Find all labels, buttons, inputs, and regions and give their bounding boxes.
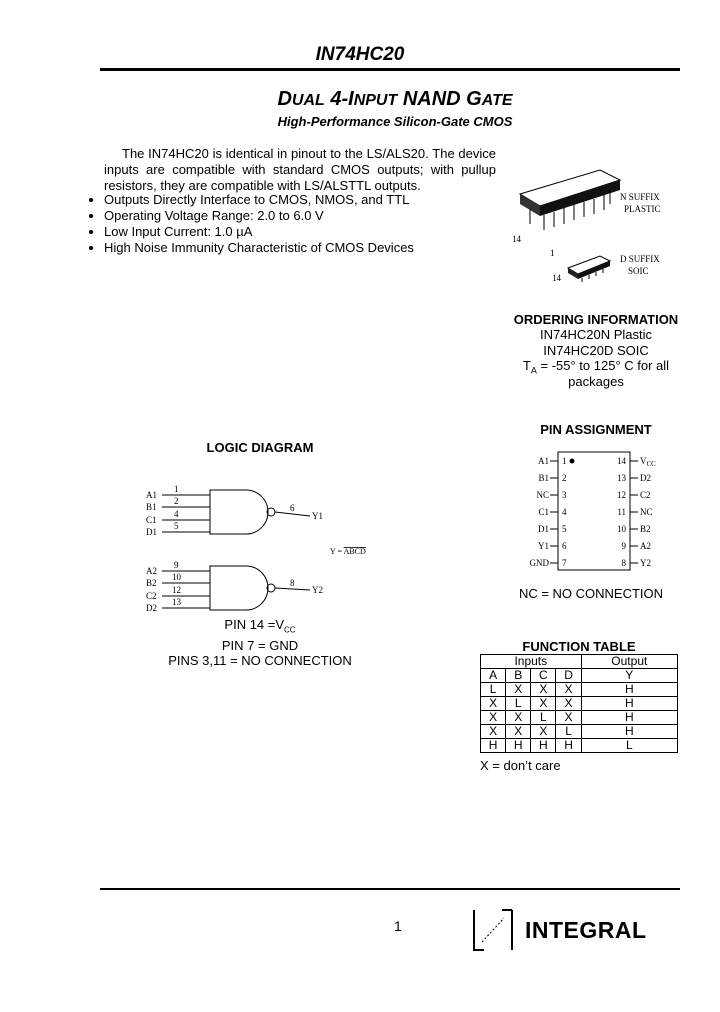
- gate1-input-pin: 2: [174, 496, 179, 506]
- feature-item: • Low Input Current: 1.0 µA: [104, 224, 414, 240]
- pin-name-right: A2: [640, 541, 651, 551]
- dip-pin14-label: 14: [512, 234, 521, 244]
- function-table-inputs-group: Inputs: [481, 655, 582, 669]
- note-nc-pins: PINS 3,11 = NO CONNECTION: [168, 652, 352, 668]
- table-cell: X: [506, 711, 531, 725]
- table-cell: X: [556, 697, 581, 711]
- table-row: [481, 697, 678, 711]
- package-drawings: [510, 158, 680, 288]
- pin-name-left: C1: [538, 507, 549, 517]
- pin-number-left: 5: [562, 524, 567, 534]
- pin-name-left: A1: [538, 456, 549, 466]
- pin-number-right: 8: [621, 558, 626, 568]
- table-row: [481, 725, 678, 739]
- table-cell: X: [531, 683, 556, 697]
- table-cell: H: [581, 711, 677, 725]
- soic-pin14-label: 14: [552, 273, 561, 283]
- gate1-input-pin: 5: [174, 521, 179, 531]
- pin-number-left: 6: [562, 541, 567, 551]
- table-cell: X: [556, 683, 581, 697]
- logic-equation: Y = ABCD: [330, 547, 366, 556]
- gate2-input-label: C2: [146, 591, 157, 601]
- column-header: D: [556, 669, 581, 683]
- table-row: [481, 711, 678, 725]
- page-subtitle: High-Performance Silicon-Gate CMOS: [277, 114, 513, 129]
- pin-name-left: D1: [538, 524, 549, 534]
- table-cell: X: [506, 683, 531, 697]
- ordering-heading: ORDERING INFORMATION: [513, 312, 679, 327]
- integral-logo-text: INTEGRAL: [525, 917, 647, 943]
- n-type-label: PLASTIC: [624, 204, 661, 214]
- function-table-header-row: [481, 669, 678, 683]
- gate2-input-pin: 13: [172, 597, 181, 607]
- logic-notes: [150, 617, 370, 668]
- table-cell: X: [556, 711, 581, 725]
- logic-diagram-heading: LOGIC DIAGRAM: [206, 440, 314, 455]
- column-header: Y: [581, 669, 677, 683]
- pin-number-right: 12: [617, 490, 626, 500]
- table-cell: H: [506, 739, 531, 753]
- table-cell: X: [481, 711, 506, 725]
- n-suffix-label: N SUFFIX: [620, 192, 660, 202]
- intro-paragraph: The IN74HC20 is identical in pinout to the LS/ALS20. The device inputs are compatible with standard CMOS outputs; with pullup resistors, they are compatible with LS/ALSTTL outputs.: [104, 146, 496, 193]
- gate1-input-pin: 1: [174, 484, 179, 494]
- gate2-input-label: B2: [146, 578, 157, 588]
- table-cell: L: [506, 697, 531, 711]
- pin-number-right: 10: [617, 524, 626, 534]
- pin-number-right: 13: [617, 473, 626, 483]
- gate2-input-label: A2: [146, 566, 157, 576]
- table-cell: L: [481, 683, 506, 697]
- table-cell: L: [581, 739, 677, 753]
- pin-name-right: $V_{CC}$: [640, 456, 656, 468]
- pin-name-left: Y1: [538, 541, 549, 551]
- gate2-input-pin: 9: [174, 560, 179, 570]
- d-suffix-label: D SUFFIX: [620, 254, 660, 264]
- table-cell: X: [531, 725, 556, 739]
- integral-logo-icon: [472, 908, 516, 952]
- table-row: [481, 683, 678, 697]
- pin-assignment-diagram: [520, 448, 670, 576]
- part-number-header: IN74HC20: [315, 44, 405, 65]
- ordering-line-soic: IN74HC20D SOIC: [543, 343, 649, 358]
- table-cell: L: [556, 725, 581, 739]
- function-table: [480, 654, 678, 753]
- function-table-note: X = don’t care: [480, 758, 561, 773]
- gate2-output-label: Y2: [312, 585, 323, 595]
- pin-number-right: 14: [617, 456, 626, 466]
- function-table-output-group: Output: [581, 655, 677, 669]
- ordering-temp-range: $T_A = -55^\circ$ to 125° C for all: [522, 358, 670, 376]
- soic-package-drawing: [552, 254, 660, 283]
- column-header: C: [531, 669, 556, 683]
- feature-item: • Outputs Directly Interface to CMOS, NMOS, and TTL: [104, 192, 414, 208]
- ordering-line-plastic: IN74HC20N Plastic: [540, 327, 652, 342]
- function-table-heading: FUNCTION TABLE: [522, 639, 636, 654]
- dip-package-drawing: [512, 170, 661, 258]
- pin-name-left: GND: [529, 558, 549, 568]
- pin-number-right: 9: [621, 541, 626, 551]
- table-cell: H: [556, 739, 581, 753]
- footer-rule: [100, 888, 680, 890]
- pin-number-left: 7: [562, 558, 567, 568]
- column-header: B: [506, 669, 531, 683]
- pin-name-right: C2: [640, 490, 651, 500]
- feature-item: • High Noise Immunity Characteristic of CMOS Devices: [104, 240, 414, 256]
- ordering-temp-tail: packages: [568, 374, 624, 389]
- table-cell: H: [581, 697, 677, 711]
- gate1-input-label: A1: [146, 490, 157, 500]
- table-cell: H: [481, 739, 506, 753]
- table-cell: H: [581, 725, 677, 739]
- table-cell: X: [481, 697, 506, 711]
- pin-number-left: 3: [562, 490, 567, 500]
- header-rule: [100, 68, 680, 71]
- pin-assignment-heading: PIN ASSIGNMENT: [540, 422, 652, 437]
- pin-name-right: Y2: [640, 558, 651, 568]
- gate1-input-label: C1: [146, 515, 157, 525]
- pin-number-left: 4: [562, 507, 567, 517]
- note-pin14: PIN $14 =V_{CC}$: [224, 617, 296, 635]
- table-cell: X: [506, 725, 531, 739]
- gate2-input-pin: 12: [172, 585, 181, 595]
- pin-name-left: NC: [536, 490, 549, 500]
- gate2-input-pin: 10: [172, 572, 181, 582]
- pin-number-left: 1: [562, 456, 567, 466]
- note-pin7: PIN 7 = GND: [221, 637, 299, 653]
- dip-pin1-label: 1: [550, 248, 555, 258]
- table-cell: H: [531, 739, 556, 753]
- pin-name-right: B2: [640, 524, 651, 534]
- pin-name-right: NC: [640, 507, 653, 517]
- gate1-output-pin: 6: [290, 503, 295, 513]
- gate1-input-label: B1: [146, 502, 157, 512]
- gate1-output-label: Y1: [312, 511, 323, 521]
- gate1-input-label: D1: [146, 527, 157, 537]
- table-row: [481, 739, 678, 753]
- table-cell: L: [531, 711, 556, 725]
- gate1-input-pin: 4: [174, 509, 179, 519]
- pin-name-left: B1: [538, 473, 549, 483]
- d-type-label: SOIC: [628, 266, 649, 276]
- pin-number-left: 2: [562, 473, 567, 483]
- table-cell: X: [481, 725, 506, 739]
- column-header: A: [481, 669, 506, 683]
- nc-note: NC = NO CONNECTION: [518, 586, 664, 601]
- page-title: DUAL 4-INPUT NAND GATE: [277, 88, 513, 110]
- logic-diagram: [140, 478, 390, 618]
- pin-number-right: 11: [617, 507, 626, 517]
- table-cell: X: [531, 697, 556, 711]
- pin-name-right: D2: [640, 473, 651, 483]
- page-number: 1: [394, 918, 402, 934]
- gate2-input-label: D2: [146, 603, 157, 613]
- feature-item: • Operating Voltage Range: 2.0 to 6.0 V: [104, 208, 414, 224]
- gate2-output-pin: 8: [290, 578, 295, 588]
- table-cell: H: [581, 683, 677, 697]
- feature-list: [84, 192, 414, 256]
